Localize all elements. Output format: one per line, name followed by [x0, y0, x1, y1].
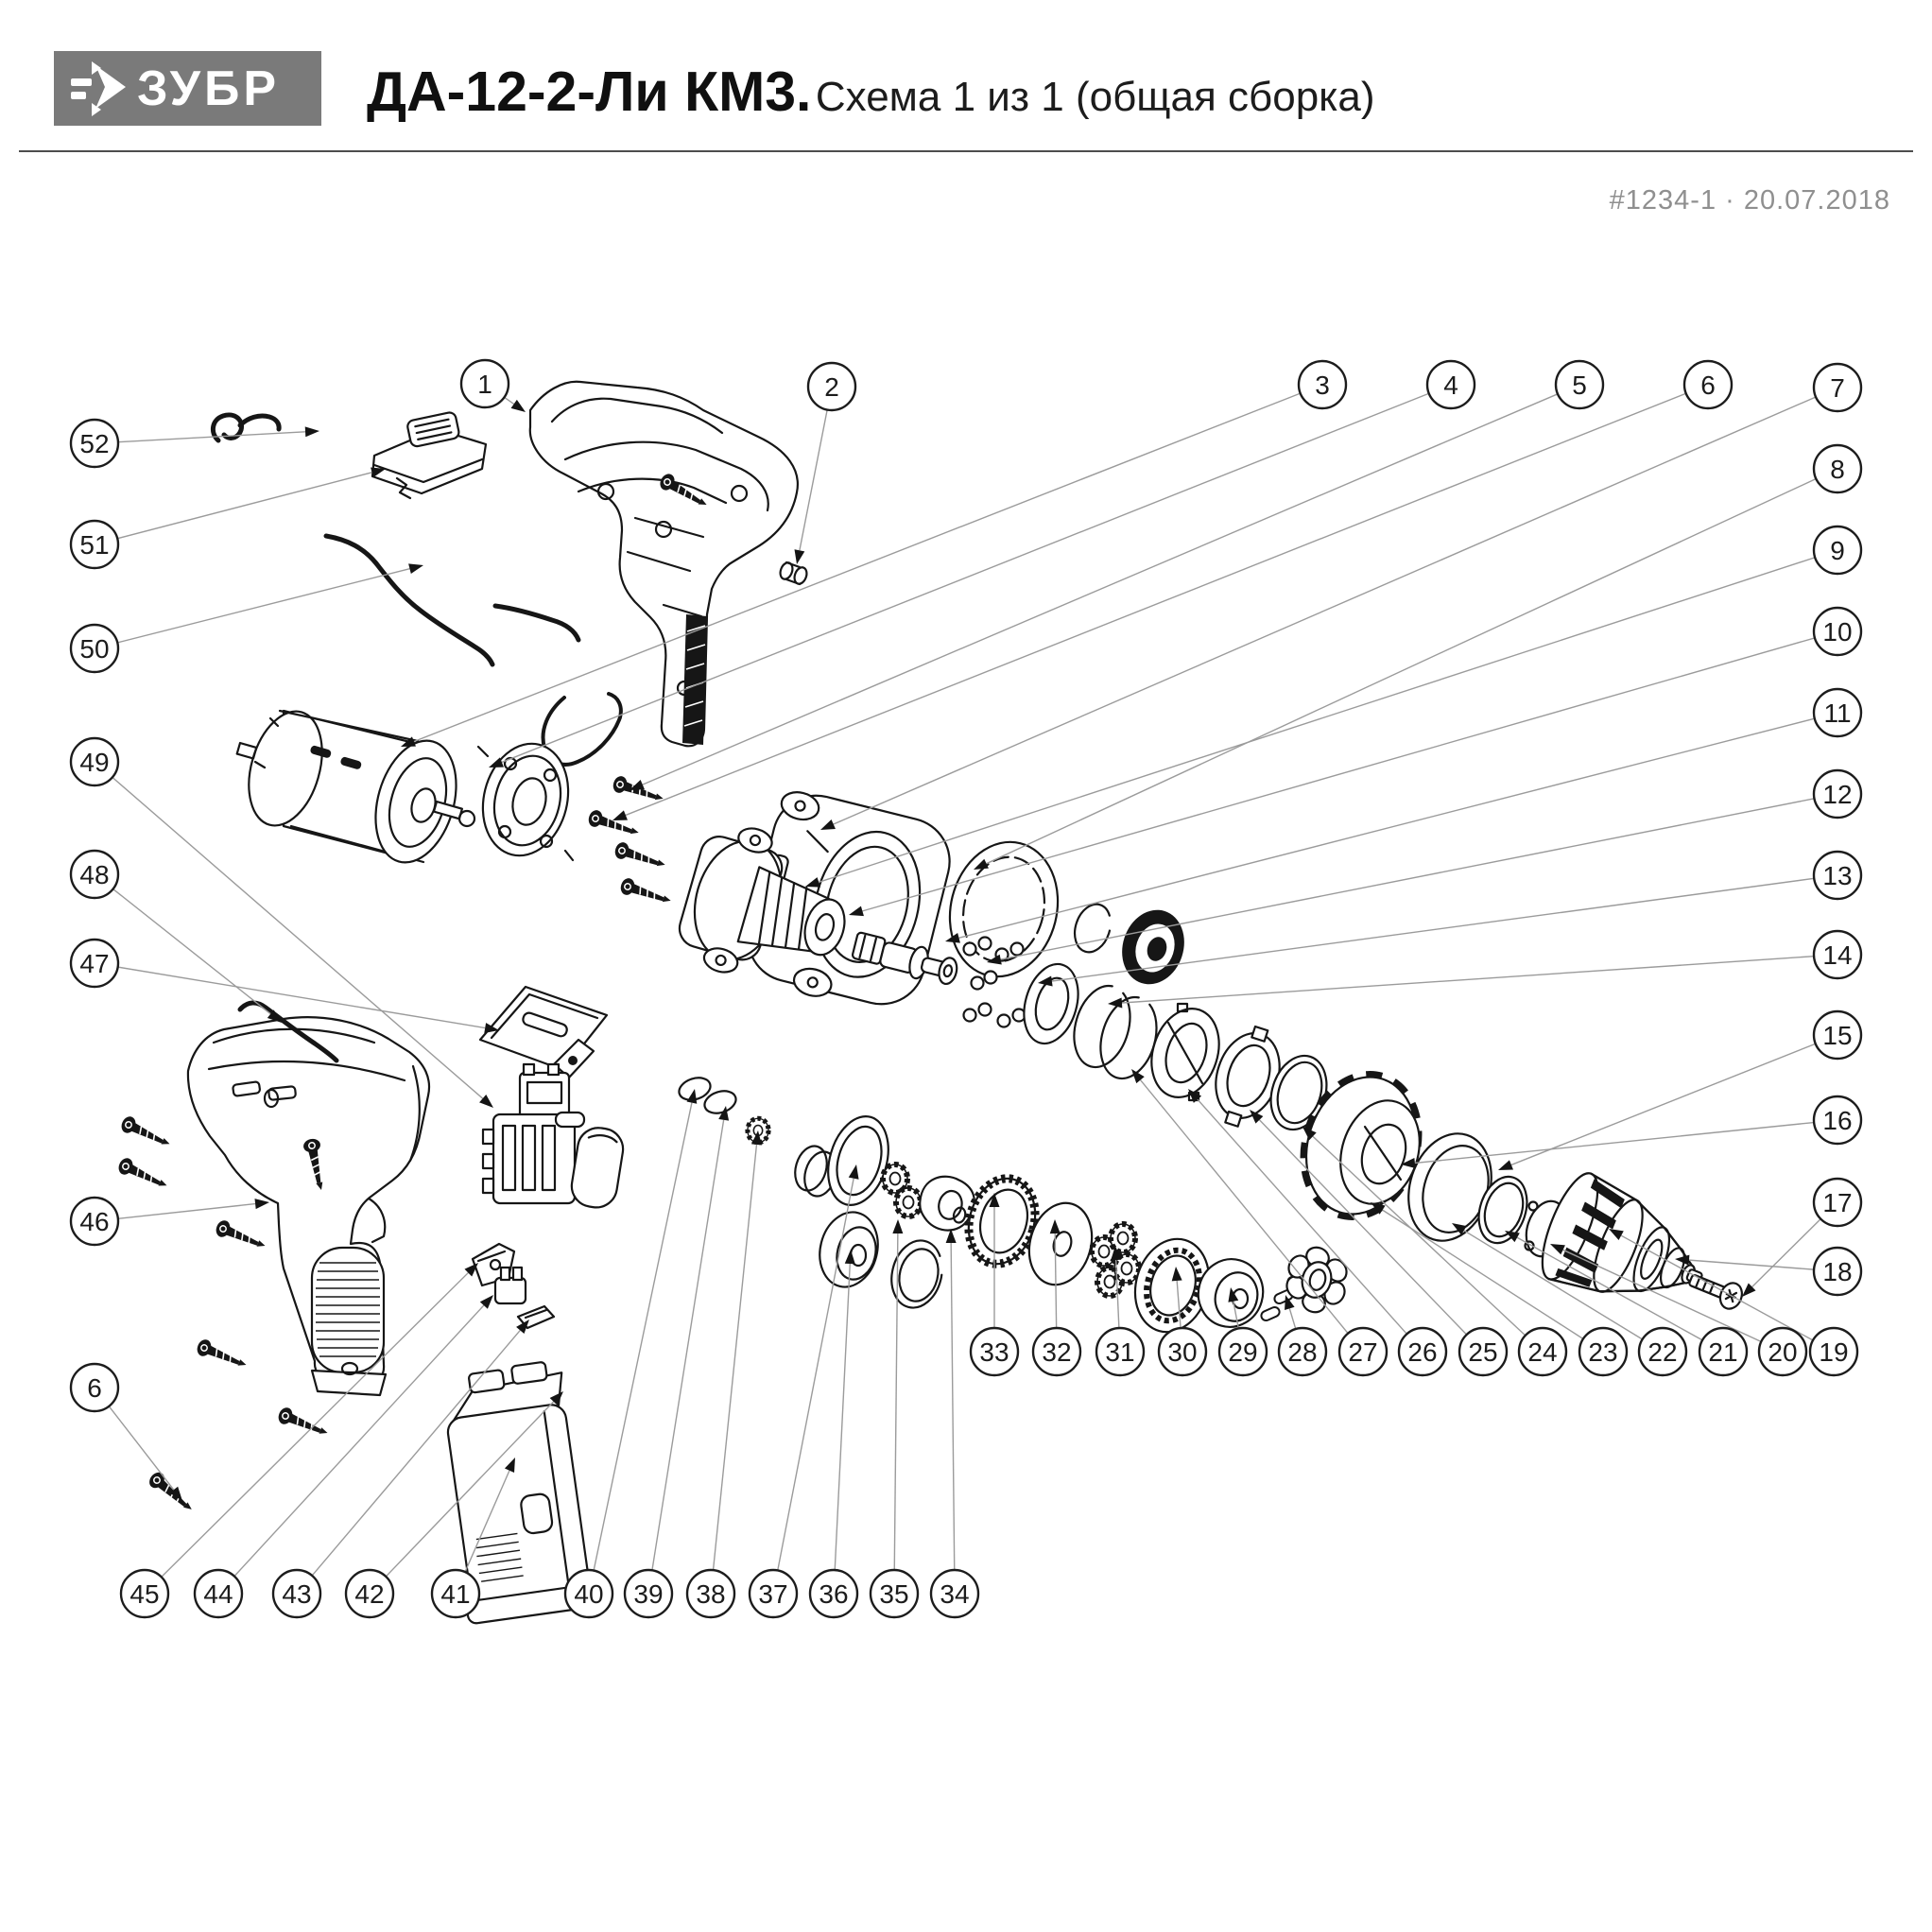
callout-8[interactable] — [974, 445, 1861, 870]
callout-number: 42 — [354, 1579, 385, 1610]
brand-logo — [54, 51, 321, 126]
callout-number: 29 — [1228, 1337, 1258, 1368]
leader-line — [118, 1204, 255, 1219]
callout-6[interactable] — [612, 361, 1732, 820]
callout-number: 4 — [1443, 371, 1458, 401]
leader-arrowhead — [254, 1199, 269, 1209]
leader-line — [987, 479, 1817, 864]
callout-number: 9 — [1830, 536, 1845, 566]
callout-16[interactable] — [1401, 1096, 1861, 1168]
leader-arrowhead — [892, 1219, 903, 1233]
model-name: ДА-12-2-Ли КМ3. — [367, 60, 812, 123]
callout-50[interactable] — [71, 563, 423, 672]
leader-line — [1752, 1219, 1821, 1287]
callout-1[interactable] — [461, 360, 526, 412]
leader-arrowhead — [305, 426, 319, 437]
leader-arrowhead — [612, 810, 628, 820]
planet-gear — [1111, 1224, 1135, 1252]
callout-number: 8 — [1830, 455, 1845, 485]
leader-line — [778, 1179, 854, 1571]
switch-module — [483, 1064, 626, 1211]
leader-arrowhead — [795, 549, 805, 564]
callout-number: 32 — [1042, 1337, 1072, 1368]
callout-number: 35 — [879, 1579, 909, 1610]
callout-number: 12 — [1822, 780, 1853, 810]
callout-number: 49 — [79, 748, 110, 778]
callout-number: 11 — [1823, 699, 1852, 729]
leader-line — [894, 1233, 898, 1570]
leader-line — [834, 397, 1816, 824]
leader-line — [800, 410, 827, 551]
leader-line — [1511, 1044, 1816, 1164]
callout-number: 16 — [1822, 1106, 1853, 1136]
callout-number: 47 — [79, 949, 110, 979]
brand-name: ЗУБР — [137, 60, 281, 116]
leader-line — [959, 718, 1815, 938]
screw-6b — [613, 840, 668, 872]
callout-9[interactable] — [805, 526, 1861, 891]
wire-50b — [495, 606, 578, 640]
page-title — [367, 60, 1375, 124]
leader-arrowhead — [1498, 1160, 1513, 1170]
callout-number: 44 — [203, 1579, 233, 1610]
callout-48[interactable] — [71, 851, 282, 1023]
motor-plate — [472, 734, 579, 865]
callout-number: 18 — [1822, 1257, 1853, 1287]
spring-rings — [1065, 979, 1165, 1085]
scheme-subtitle: Схема 1 из 1 (общая сборка) — [815, 74, 1375, 120]
leader-line — [505, 397, 514, 404]
screw-6c — [619, 876, 674, 908]
leader-line — [109, 1406, 173, 1490]
callout-number: 40 — [574, 1579, 604, 1610]
housing-half-right — [530, 382, 798, 747]
callout-number: 48 — [79, 860, 110, 890]
callout-number: 25 — [1468, 1337, 1498, 1368]
callout-number: 3 — [1315, 371, 1330, 401]
callout-39[interactable] — [625, 1106, 729, 1617]
motor — [236, 702, 474, 871]
belt-clip — [480, 987, 607, 1078]
housing-half-left — [188, 1017, 429, 1395]
callout-number: 15 — [1822, 1021, 1853, 1051]
callout-2[interactable] — [795, 363, 855, 564]
doc-number: #1234-1 · 20.07.2018 — [1609, 185, 1890, 216]
screw — [116, 1156, 170, 1194]
callout-number: 26 — [1407, 1337, 1438, 1368]
callout-number: 21 — [1708, 1337, 1738, 1368]
screw — [195, 1337, 250, 1372]
push-button — [778, 561, 808, 585]
pinion-washer — [676, 1074, 738, 1116]
callout-51[interactable] — [71, 467, 386, 568]
callout-number: 6 — [1700, 371, 1716, 401]
leader-arrowhead — [1108, 998, 1122, 1009]
battery-latch-51 — [372, 411, 486, 498]
callout-number: 7 — [1830, 373, 1845, 404]
callout-number: 14 — [1822, 940, 1853, 971]
leader-arrowhead — [511, 400, 526, 412]
callout-number: 51 — [79, 530, 110, 561]
leader-line — [835, 1264, 850, 1570]
leader-line — [714, 1145, 757, 1570]
callout-number: 20 — [1768, 1337, 1798, 1368]
callout-36[interactable] — [810, 1250, 857, 1617]
screw — [119, 1114, 173, 1152]
callout-35[interactable] — [871, 1219, 918, 1617]
lobed-flange — [1283, 1244, 1350, 1315]
callout-number: 30 — [1167, 1337, 1198, 1368]
leader-line — [117, 569, 409, 643]
callout-number: 10 — [1822, 617, 1853, 647]
callout-number: 41 — [440, 1579, 471, 1610]
header-divider — [19, 150, 1913, 152]
callout-number: 5 — [1572, 371, 1587, 401]
leader-line — [951, 1243, 955, 1570]
callout-number: 22 — [1647, 1337, 1678, 1368]
callout-number: 17 — [1822, 1188, 1853, 1218]
callout-number: 28 — [1287, 1337, 1318, 1368]
clutch-pin — [1260, 1305, 1281, 1321]
leader-line — [862, 638, 1815, 911]
leader-arrowhead — [408, 563, 423, 574]
leader-line — [113, 889, 271, 1014]
leader-line — [652, 1120, 724, 1570]
callout-number: 27 — [1348, 1337, 1378, 1368]
leader-line — [1122, 957, 1814, 1003]
callout-number: 6 — [87, 1373, 102, 1404]
leader-line — [1689, 1260, 1814, 1269]
callout-number: 38 — [696, 1579, 726, 1610]
callout-52[interactable] — [71, 420, 319, 467]
callout-number: 46 — [79, 1207, 110, 1237]
callout-number: 31 — [1105, 1337, 1135, 1368]
callout-number: 2 — [824, 372, 839, 403]
callout-38[interactable] — [687, 1130, 762, 1617]
callout-number: 13 — [1822, 861, 1853, 891]
ring-washer-large — [819, 1110, 898, 1213]
callout-number: 33 — [979, 1337, 1009, 1368]
callout-number: 34 — [940, 1579, 970, 1610]
callout-number: 43 — [282, 1579, 312, 1610]
callout-5[interactable] — [630, 361, 1603, 790]
callout-number: 1 — [477, 370, 492, 400]
callout-number: 45 — [129, 1579, 160, 1610]
zubr-bison-icon — [67, 60, 137, 118]
callout-number: 36 — [819, 1579, 849, 1610]
callout-number: 23 — [1588, 1337, 1618, 1368]
callout-7[interactable] — [820, 364, 1861, 830]
bearing — [1113, 902, 1194, 992]
callout-number: 24 — [1527, 1337, 1558, 1368]
callout-15[interactable] — [1498, 1011, 1861, 1170]
leader-line — [117, 473, 371, 539]
callout-14[interactable] — [1108, 931, 1861, 1008]
callout-number: 50 — [79, 634, 110, 664]
leader-line — [819, 558, 1815, 883]
grip-pad — [312, 1248, 384, 1372]
callout-number: 52 — [79, 429, 110, 459]
callout-12[interactable] — [987, 770, 1861, 964]
open-ring — [885, 1235, 949, 1313]
screw-6a — [587, 808, 642, 840]
screw — [214, 1218, 268, 1253]
callout-number: 39 — [633, 1579, 664, 1610]
callout-6[interactable] — [71, 1364, 182, 1501]
leader-line — [1289, 1308, 1296, 1329]
callout-number: 19 — [1819, 1337, 1849, 1368]
planet-gear — [896, 1188, 921, 1216]
flat-washer — [1015, 957, 1087, 1050]
callout-number: 37 — [758, 1579, 788, 1610]
wire-50 — [326, 536, 492, 664]
